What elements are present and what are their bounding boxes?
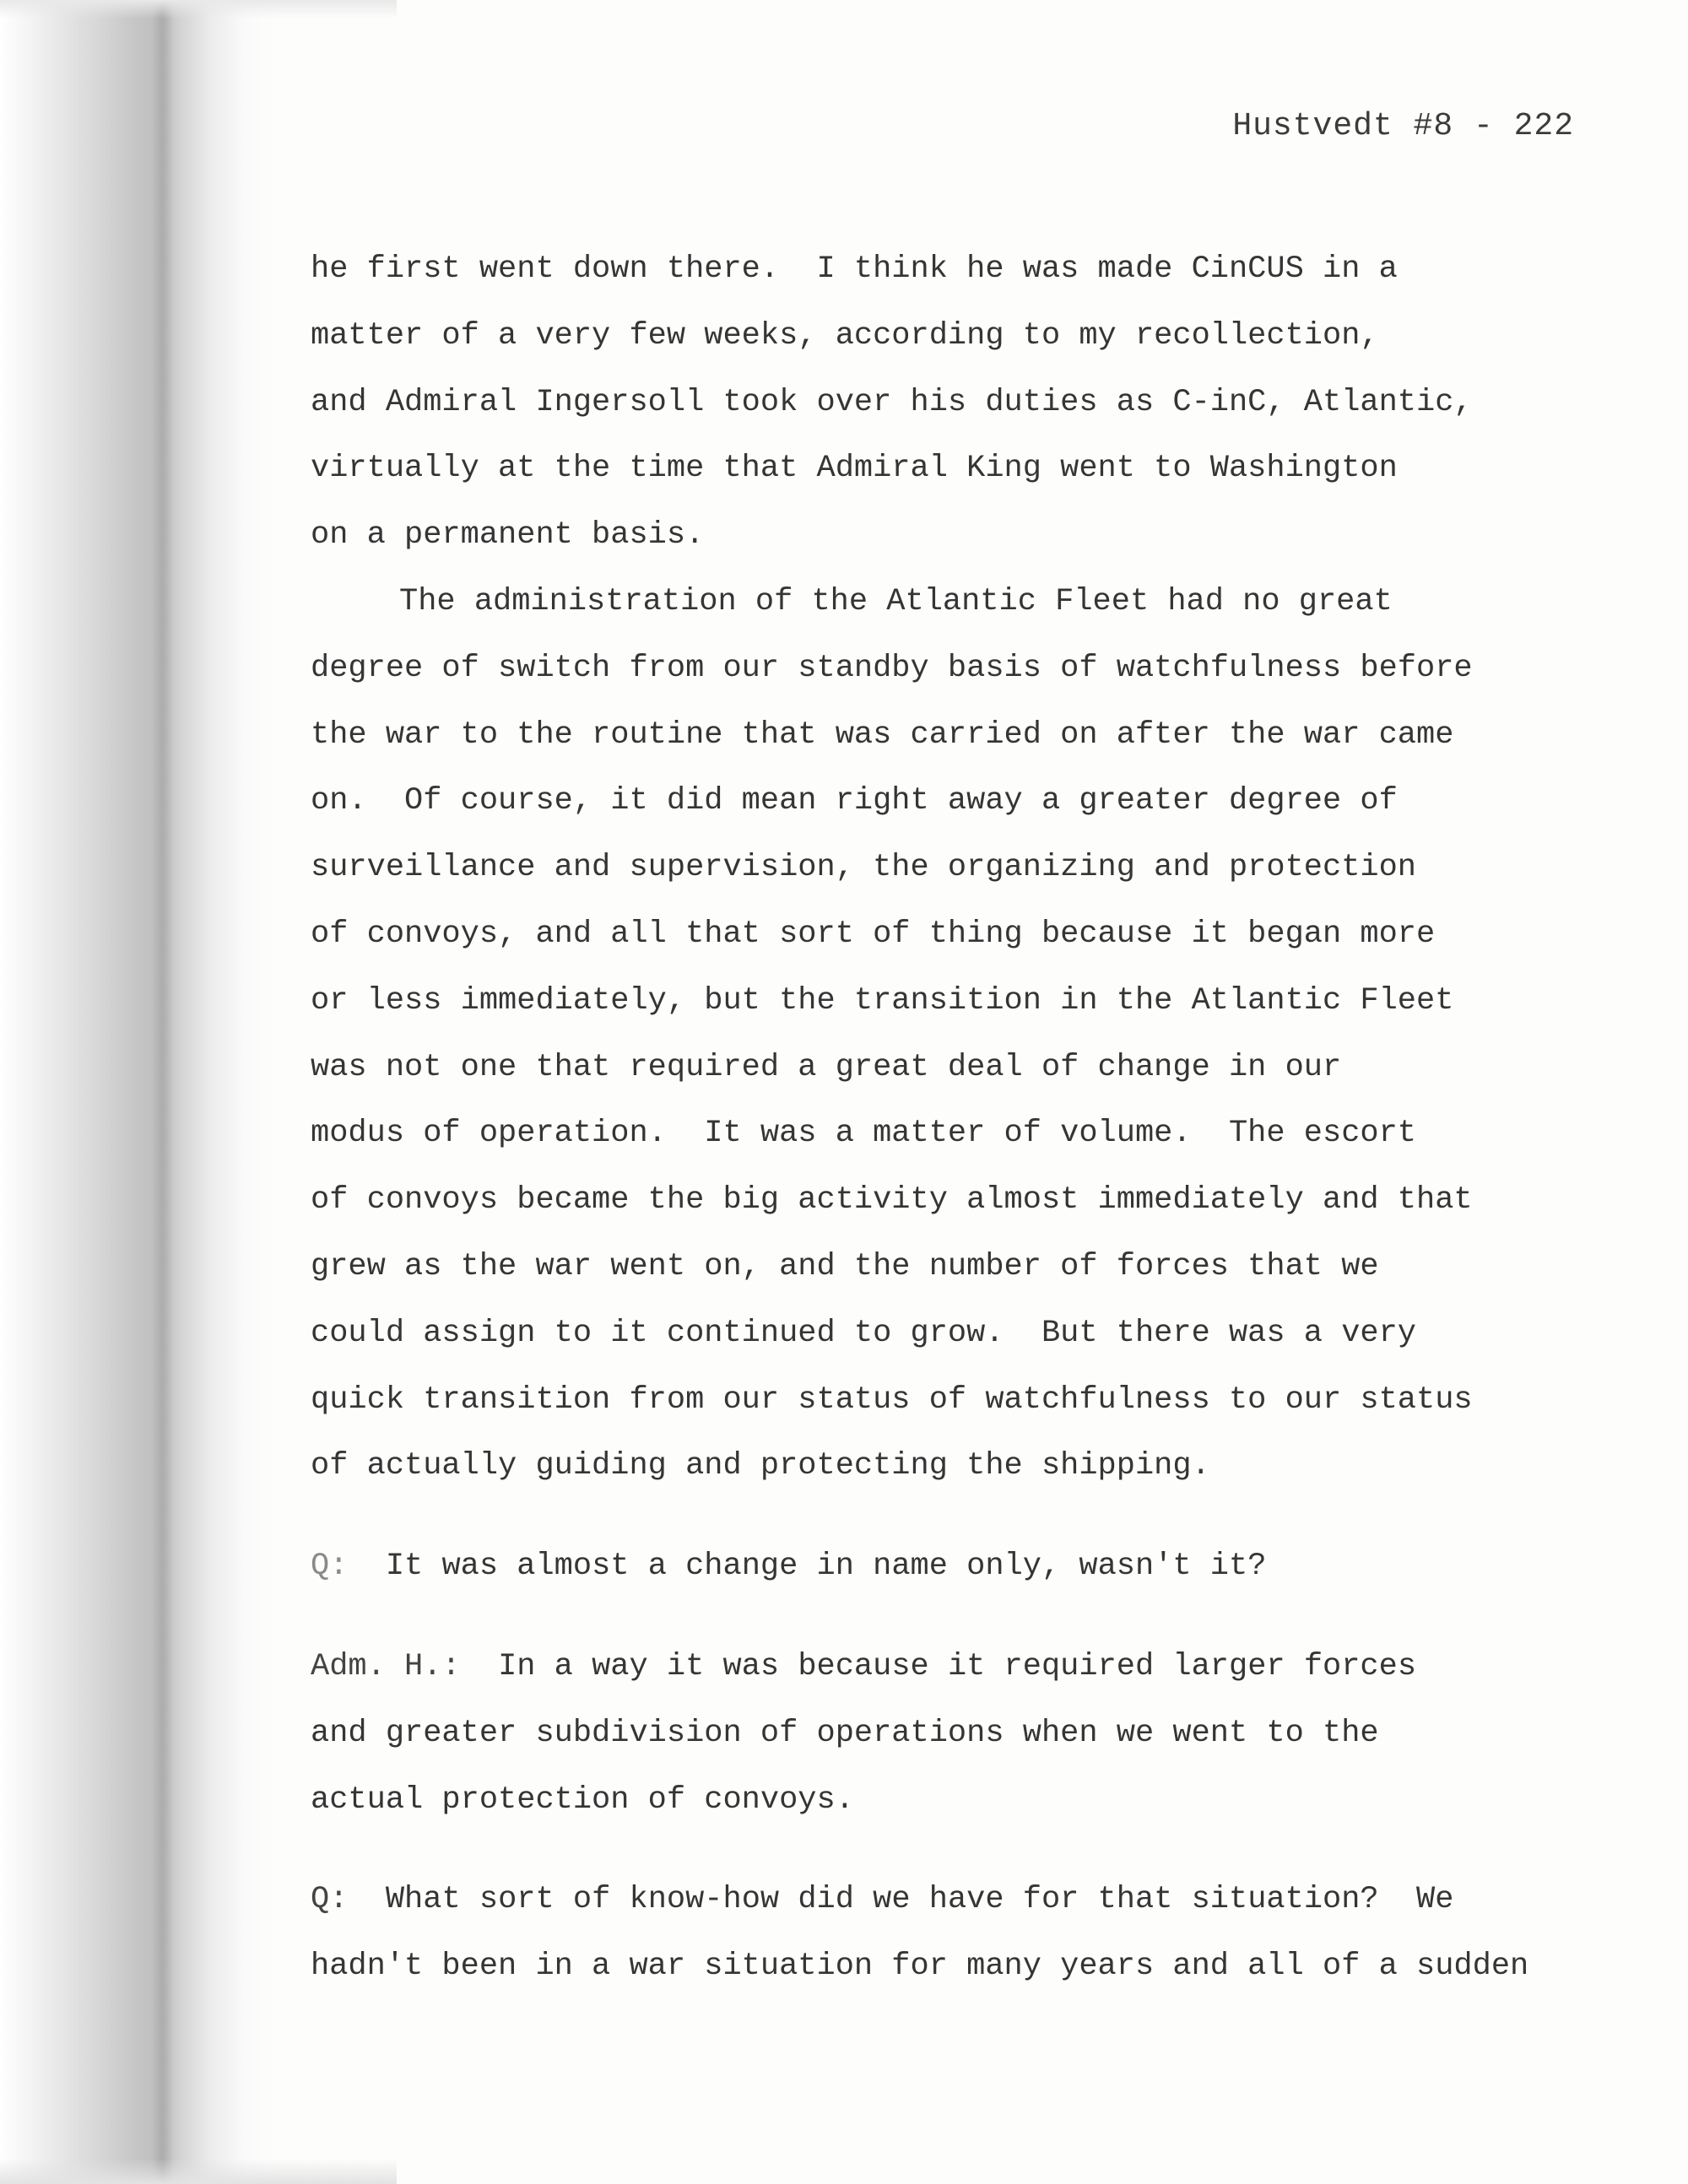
text-line: the war to the routine that was carried on after the war came [311, 716, 1454, 753]
text-line: matter of a very few weeks, according to my recollection, [311, 317, 1379, 354]
text-line: modus of operation. It was a matter of volume. The escort [311, 1116, 1417, 1152]
speaker-label-q: Q: [311, 1882, 349, 1918]
text-line: of convoys became the big activity almost immediately and that [311, 1182, 1473, 1219]
answer-line [311, 1634, 1644, 1700]
answer-text: In a way it was because it required larger forces [498, 1648, 1417, 1684]
speaker-label-q: Q: [311, 1549, 349, 1585]
question-text: What sort of know-how did we have for that situation? We [385, 1882, 1454, 1918]
paragraph-first-line: The administration of the Atlantic Fleet had no great [399, 583, 1393, 619]
text-line: and greater subdivision of operations when we went to the [311, 1715, 1379, 1751]
text-line: degree of switch from our standby basis of watchfulness before [311, 650, 1473, 686]
binding-crease [152, 0, 174, 2184]
text-line: actual protection of convoys. [311, 1781, 854, 1818]
speaker-label-adm: Adm. H.: [311, 1648, 461, 1684]
text-line: on. Of course, it did mean right away a greater degree of [311, 783, 1398, 819]
text-line: on a permanent basis. [311, 517, 705, 554]
exchange-gap [311, 1600, 1644, 1634]
text-line: surveillance and supervision, the organizing and protection [311, 850, 1417, 886]
exchange-gap [311, 1500, 1644, 1533]
question-line [311, 1533, 1644, 1600]
text-line: quick transition from our status of watchfulness to our status [311, 1381, 1473, 1418]
bottom-scan-edge [0, 2159, 397, 2184]
text-line: was not one that required a great deal of change in our [311, 1049, 1342, 1085]
text-line: could assign to it continued to grow. But there was a very [311, 1315, 1417, 1351]
text-line: and Admiral Ingersoll took over his duties as C-inC, Atlantic, [311, 384, 1473, 420]
text-line: hadn't been in a war situation for many years and all of a sudden [311, 1949, 1529, 1985]
binding-shadow [0, 0, 279, 2184]
question-line [311, 1867, 1644, 1933]
text-line: virtually at the time that Admiral King went to Washington [311, 451, 1398, 487]
text-line: of actually guiding and protecting the shipping. [311, 1448, 1210, 1484]
transcript-body [311, 236, 1644, 2000]
page-header: Hustvedt #8 - 222 [1232, 108, 1574, 144]
text-line: he first went down there. I think he was made CinCUS in a [311, 251, 1398, 287]
exchange-gap [311, 1833, 1644, 1867]
text-line: or less immediately, but the transition in the Atlantic Fleet [311, 982, 1454, 1019]
text-line: grew as the war went on, and the number of forces that we [311, 1248, 1379, 1284]
top-scan-edge [0, 0, 397, 19]
text-line: of convoys, and all that sort of thing because it began more [311, 916, 1436, 952]
question-text: It was almost a change in name only, wasn't it? [385, 1549, 1267, 1585]
